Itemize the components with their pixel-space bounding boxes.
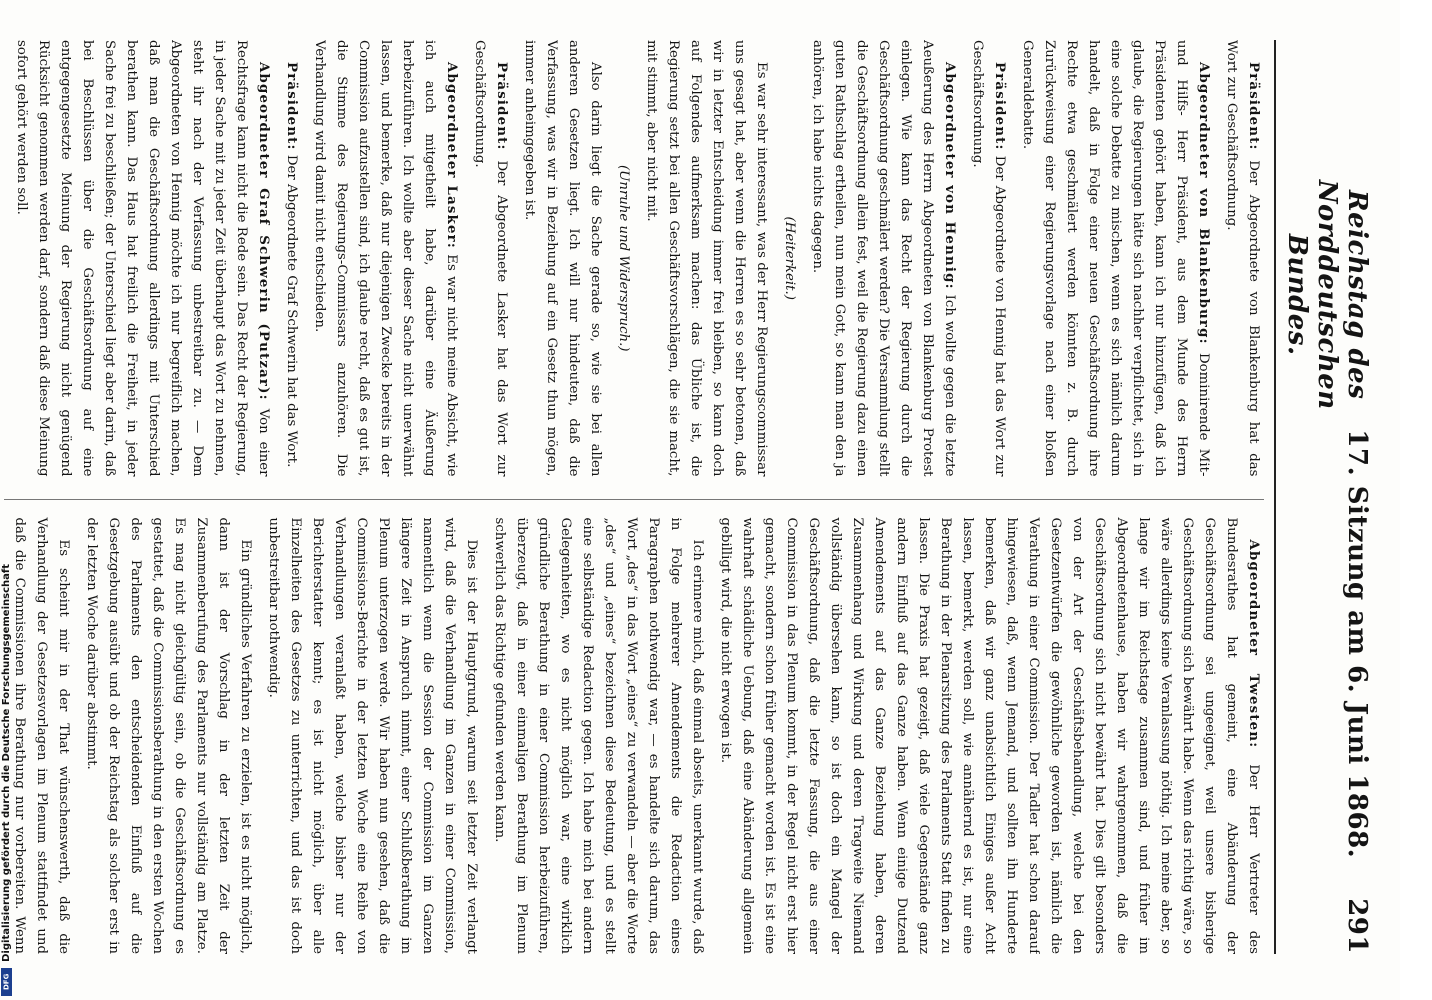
digitization-credit: Digitalisierung gefördert durch die Deutsche Forschungsgemeinschaft	[0, 564, 12, 962]
speaker-name: Abgeordneter Graf Schwerin (Putzar):	[256, 62, 271, 401]
paragraph-text: Es scheint mir in der That wünschenswerth, daß die Verhandlung der Gesetzesvorlagen im Plenum stattfindet und daß die Commissionen ihre Berathung nur vorbereiten. Wenn	[12, 517, 71, 954]
paragraph	[1016, 40, 1214, 477]
paragraph-text: Es war nicht meine Absicht, wie ich auch mitgetheilt habe, darüber eine Äußerung herbeizuführen. Ich wollte aber dieser Sache nicht unerwähnt lassen, und bemerke, daß nur diejenigen Zwecke bereits in der Commission aufzustellen sind, ich glaube recht, daß es gut ist, die Stimme des Regierungs-Commissars anzuhören. Die Verhandlung wird damit nicht entschieden.	[312, 40, 459, 477]
paragraph-text: Also darin liegt die Sache gerade so, wie sie bei allen anderen Gesetzen liegt. Ich will nur hindeuten, daß die Verfassung, was wir in Beziehung auf ein Gesetz thun mögen, immer anheimgegeben ist.	[522, 40, 603, 477]
paragraph-text: Von einer Rechtsfrage kann nicht die Rede sein. Das Recht der Regierung, in jeder Sache mit zu jeder Zeit überhaupt das Wort zu nehmen, steht ihr nach der Verfassung unbestreitbar zu. — Dem Abgeordneten von Hennig möchte ich nur begreiflich machen, daß man die Geschäftsordnung allerdings mit Unterschied berathen kann. Das Haus hat freilich die Freiheit, in jeder Sache frei zu beschließen; der Unterschied liegt aber darin, daß bei Beschlüssen über die Geschäftsordnung auf eine entgegengesetzte Meinung der Regierung nicht genügend Rücksicht genommen werden darf, sondern daß diese Meinung sofort gehört werden soll.	[14, 40, 271, 477]
speaker-name: Abgeordneter Lasker:	[444, 62, 459, 249]
paragraph-note	[778, 40, 800, 477]
text-columns	[4, 40, 1264, 954]
paragraph	[714, 518, 1264, 955]
right-column	[4, 499, 1264, 955]
paragraph	[10, 40, 274, 477]
page-header	[1274, 40, 1372, 954]
note-text: (Unruhe und Widerspruch.)	[616, 164, 631, 352]
speaker-name: Präsident:	[1246, 62, 1261, 151]
header-right	[1342, 429, 1372, 954]
paragraph	[80, 518, 256, 955]
paragraph	[4, 518, 74, 955]
paragraph	[1220, 40, 1264, 477]
speaker-name: Abgeordneter von Hennig:	[942, 62, 957, 290]
page-number: 291	[1342, 898, 1372, 954]
paragraph-text: Es war sehr interessant, was der Herr Regierungscommissar uns gesagt hat, aber wenn die Herren es so sehr betonen, daß wir in letzter Entscheidung immer frei bleiben, so kann doch auf Folgendes aufmerksam machen: das Übliche ist, die Regierung setzt bei allen Geschäftsvorschlägen, die sie macht, mit stimmt, aber nicht mit.	[644, 40, 769, 477]
paragraph-text: Der Abgeordnete Lasker hat das Wort zur Geschäftsordnung.	[472, 40, 509, 477]
paragraph	[966, 40, 1010, 477]
header-title: Reichstag des Norddeutschen Bundes.	[1282, 179, 1372, 410]
paragraph-note	[612, 40, 634, 477]
paragraph-text: Dies ist der Hauptgrund, warum seit letzter Zeit verlangt wird, daß die Verhandlung im Ganzen in einer Commission, namentlich wenn die Session der Commission im Ganzen längere Zeit in Anspruch nimmt, einer Schlußberathung im Plenum unterzogen werde. Wir haben nun gesehen, daß die Commissions-Berichte in der letzten Woche eine Reihe von Verhandlungen veranlaßt haben, welche bisher nur der Berichterstatter kennt; es ist nicht möglich, über alle Einzelheiten des Gesetzes zu unterrichten, und das ist doch unbestreitbar nothwendig.	[266, 517, 479, 954]
speaker-name: Präsident:	[992, 62, 1007, 151]
speaker-name: Abgeordneter von Blankenburg:	[1196, 62, 1211, 345]
paragraph	[308, 40, 462, 477]
paragraph-text: Ich wollte gegen die letzte Aeußerung des Herrn Abgeordneten von Blankenburg Protest einlegen. Wie kann das Recht der Regierung durch die Geschäftsordnung geschmälert werden? Die Versammlung stellt die Geschäftsordnung allein fest, weil die Regierung dazu einen guten Rathschlag ertheilen, nun mein Gott, so kann man den ja anhören, ich habe nichts dagegen.	[810, 40, 957, 477]
note-text: (Heiterkeit.)	[782, 216, 797, 300]
paragraph	[488, 518, 708, 955]
paragraph	[468, 40, 512, 477]
speaker-name: Präsident:	[494, 62, 509, 151]
left-column	[4, 40, 1264, 477]
header-session: 17. Sitzung am 6. Juni 1868.	[1342, 429, 1372, 859]
digitization-credit-strip	[0, 0, 12, 1000]
paragraph-text: Ich erinnere mich, daß einmal abseits, unerkannt wurde, daß in Folge mehrerer Amendements die Redaction eines Paragraphen nothwendig war, — es handelte sich darum, das Wort „des“ in das Wort „eines“ zu verwandeln — aber die Worte „des“ und „eines“ bezeichnen diese Bedeutung, und es stellt eine selbständige Redaction gegen. Ich habe mich bei andern Gelegenheiten, wo es nicht möglich war, eine wirklich gründliche Berathung in einer Commission herbeizuführen, überzeugt, daß in einer einmaligen Berathung im Plenum schwerlich das Richtige gefunden werden kann.	[492, 517, 705, 954]
paragraph-text: Der Abgeordnete von Blankenburg hat das Wort zur Geschäftsordnung.	[1224, 40, 1261, 477]
speaker-name: Präsident:	[284, 62, 299, 151]
paragraph	[518, 40, 606, 477]
paragraph-text: Dominirende Mit- und Hilfs- Herr Präsident, aus dem Munde des Herrn Präsidenten gehört haben, kann ich nur hinzufügen, daß ich glaube, die Regierungen hätte sich nachher verpflichtet, sich in eine solche Debatte zu mischen, wenn es sich nämlich darum handelt, daß in Folge einer neuen Geschäftsordnung ihre Rechte etwa geschmälert werden könnten z. B. durch Zurückweisung einer Regierungsvorlage nach einer bloßen Generaldebatte.	[1020, 40, 1211, 477]
paragraph-text: Der Abgeordnete von Hennig hat das Wort zur Geschäftsordnung.	[970, 40, 1007, 477]
paragraph-text: Der Abgeordnete Graf Schwerin hat das Wort.	[284, 154, 299, 468]
paragraph	[262, 518, 482, 955]
paragraph	[806, 40, 960, 477]
speaker-name: Abgeordneter Twesten:	[1246, 539, 1261, 749]
dfg-logo: DFG	[1, 968, 12, 996]
paragraph	[640, 40, 772, 477]
paragraph	[280, 40, 302, 477]
paragraph-text: Der Herr Vertreter des Bundesrathes hat gemeint, eine Abänderung der Geschäftsordnung sei ungeeignet, weil unsere bisherige Geschäftsordnung sich bewährt habe. Wenn das richtig wäre, so wäre allerdings keine Veranlassung nöthig. Ich meine aber, so lange wir im Reichstage zusammen sind, und früher im Abgeordnetenhause, haben wir wahrgenommen, daß die Geschäftsordnung sich nicht bewährt hat. Dies gilt besonders von der Art der Geschäftsbehandlung, welche bei den Gesetzentwürfen die gewöhnliche geworden ist, nämlich die Verathung in einer Commission. Der Tadler hat schon darauf hingewiesen, daß, wenn Jemand, und sollten ihn Hunderte bemerken, daß wir ganz unabsichtlich Einiges außer Acht lassen, bemerkt, werden soll, wie annähernd es ist, nur eine Berathung in der Plenarsitzung des Parlaments Statt finden zu lassen. Die Praxis hat gezeigt, daß viele Gegenstände ganz andern Einfluß auf das Ganze haben. Wenn einige Dutzend Amendements auf das Ganze Beziehung haben, deren Zusammenhang und Wirkung und deren Tragweite Niemand vollständig übersehen kann, so ist doch ein Mangel der Geschäftsordnung, daß die letzte Fassung, die aus einer Commission in das Plenum kommt, in der Regel nicht erst hier gemacht, sondern schon früher gemacht worden ist. Es ist eine wahrhaft schädliche Uebung, daß eine Abänderung allgemein gebilligt wird, die nicht erwogen ist.	[718, 517, 1261, 954]
paragraph-text: Ein gründliches Verfahren zu erzielen, ist es nicht möglich, dann ist der Vorschlag in der letzten Zeit der Zusammenberufung des Parlaments nur vollständig am Platze. Es mag nicht gleichgültig sein, ob die Geschäftsordnung es gestattet, daß die Commissionsberathung in den ersten Wochen des Parlaments den entscheidenden Einfluß auf die Gesetzgebung ausübt und ob der Reichstag als solcher erst in der letzten Woche darüber abstimmt.	[84, 517, 253, 954]
